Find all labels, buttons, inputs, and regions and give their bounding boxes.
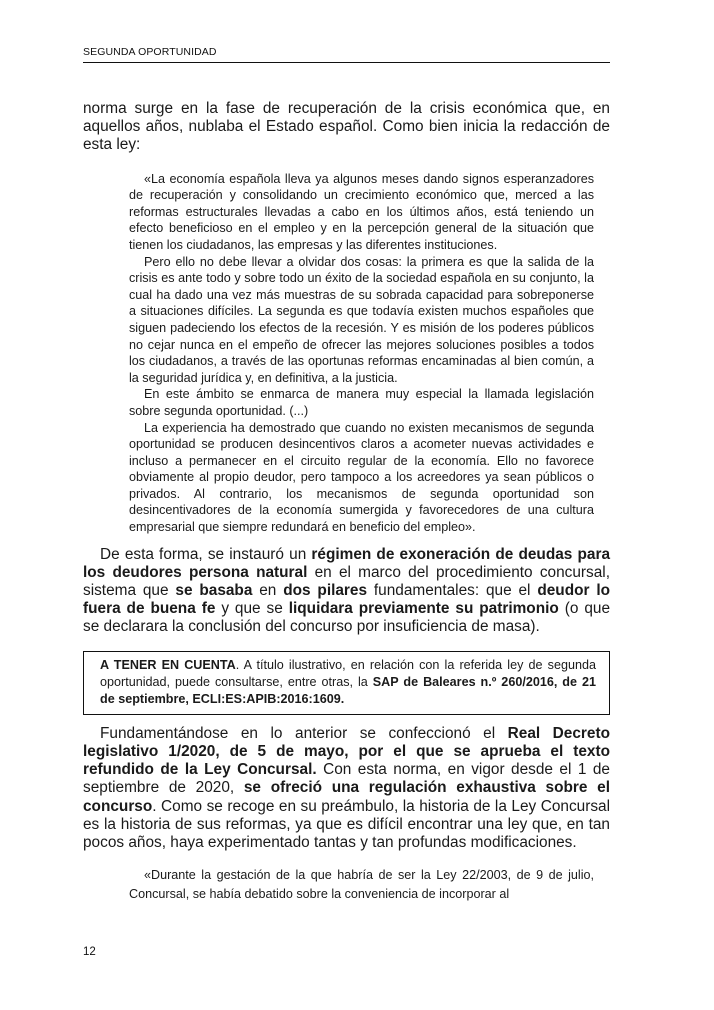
note-box xyxy=(83,651,610,715)
highlight: se basaba xyxy=(175,582,253,600)
highlight: deudor lo fuera de buena fe xyxy=(83,582,611,618)
highlight: se ofreció una regulación exhaustiva sobre el concurso xyxy=(83,779,610,815)
highlight: liquidara previamente su patrimonio xyxy=(288,600,559,618)
intro-paragraph: norma surge en la fase de recuperación de la crisis económica que, en aquellos años, nublaba el Estado español. Como bien inicia la redacción de esta ley: xyxy=(83,100,610,154)
page-number: 12 xyxy=(83,946,96,958)
running-header: SEGUNDA OPORTUNIDAD xyxy=(83,46,217,58)
highlight: Real Decreto legislativo 1/2020, de 5 de mayo, por el que se aprueba el texto refundido de la Ley Concursal. xyxy=(83,724,610,779)
header-rule xyxy=(83,62,610,63)
note-label: A TENER EN CUENTA xyxy=(100,657,236,672)
page-body xyxy=(83,100,610,904)
block-quote-2 xyxy=(129,866,594,904)
note-reference: SAP de Baleares n.º 260/2016, de 21 de septiembre, ECLI:ES:APIB:2016:1609. xyxy=(100,674,596,706)
quote-paragraph: Pero ello no debe llevar a olvidar dos cosas: la primera es que la salida de la crisis es ante todo y sobre todo un éxito de la sociedad española en su conjunto, la cual ha dado una vez más muestras de su sobrada capacidad para sobreponerse a situaciones difíciles. La segunda es que todavía existen muchos españoles que siguen padeciendo los efectos de la recesión. Y es misión de los poderes públicos no cejar nunca en el empeño de ofrecer las mejores soluciones posibles a todos los ciudadanos, a través de las oportunas reformas encaminadas al bien común, a la seguridad jurídica y, en definitiva, a la justicia. xyxy=(129,254,594,385)
quote-paragraph: En este ámbito se enmarca de manera muy especial la llamada legislación sobre segunda oportunidad. (...) xyxy=(129,387,594,418)
quote-paragraph: «La economía española lleva ya algunos meses dando signos esperanzadores de recuperación y consolidando un crecimiento económico que, merced a las reformas estructurales llevadas a cabo en los últimos años, está teniendo un efecto beneficioso en el empleo y en la percepción general de la situación que tienen los ciudadanos, las empresas y las diferentes instituciones. xyxy=(129,171,594,252)
quote-paragraph: «Durante la gestación de la que habría de ser la Ley 22/2003, de 9 de julio, Concursal, se había debatido sobre la conveniencia de incorporar al xyxy=(129,868,594,902)
block-quote-1 xyxy=(129,171,594,536)
body-paragraph-exoneration: De esta forma, se instauró un régimen de exoneración de deudas para los deudores persona natural en el marco del procedimiento concursal, sistema que se basaba en dos pilares fundamentales: que el deudor lo fuera de buena fe y que se liquidara previamente su patrimonio (o que se declarara la conclusión del concurso por insuficiencia de masa). xyxy=(83,545,611,636)
highlight: régimen de exoneración de deudas para los deudores persona natural xyxy=(83,545,611,581)
body-paragraph-decree: Fundamentándose en lo anterior se confeccionó el Real Decreto legislativo 1/2020, de 5 de mayo, por el que se aprueba el texto refundido de la Ley Concursal. Con esta norma, en vigor desde el 1 de septiembre de 2020, se ofreció una regulación exhaustiva sobre el concurso. Como se recoge en su preámbulo, la historia de la Ley Concursal es la historia de sus reformas, ya que es difícil encontrar una ley que, en tan pocos años, haya experimentado tantas y tan profundas modificaciones. xyxy=(83,724,610,851)
quote-paragraph: La experiencia ha demostrado que cuando no existen mecanismos de segunda oportunidad se producen desincentivos claros a acometer nuevas actividades e incluso a permanecer en el circuito regular de la economía. Ello no favorece obviamente al propio deudor, pero tampoco a los acreedores ya sean públicos o privados. Al contrario, los mecanismos de segunda oportunidad son desincentivadores de la economía sumergida y favorecedores de una cultura empresarial que siempre redundará en beneficio del empleo». xyxy=(129,420,594,535)
highlight: dos pilares xyxy=(283,582,368,600)
note-text: . A título ilustrativo, en relación con la referida ley de segunda oportunidad, puede consultarse, entre otras, la xyxy=(100,657,596,689)
